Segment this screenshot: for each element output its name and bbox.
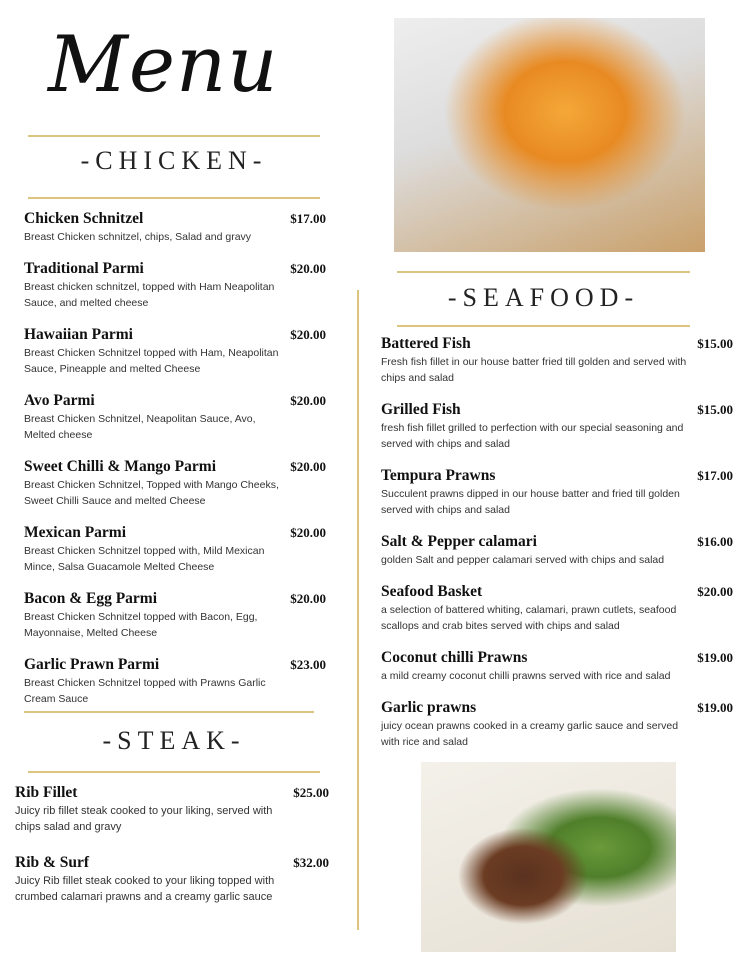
menu-title: Menu xyxy=(48,20,279,110)
item-description: juicy ocean prawns cooked in a creamy garlic sauce and served with rice and salad xyxy=(381,720,679,748)
section-heading-chicken: -CHICKEN- xyxy=(80,146,268,175)
item-description: Breast chicken schnitzel, topped with Ham Neapolitan Sauce, and melted cheese xyxy=(24,281,275,309)
item-price: $32.00 xyxy=(293,855,329,870)
menu-item xyxy=(15,853,329,905)
steak-list xyxy=(15,783,329,923)
divider xyxy=(24,711,314,713)
item-name: Battered Fish xyxy=(381,335,471,352)
chicken-list xyxy=(24,209,326,721)
item-price: $23.00 xyxy=(290,657,326,672)
item-description: Breast Chicken Schnitzel, Neapolitan Sauce, Avo, Melted cheese xyxy=(24,413,256,441)
seafood-list xyxy=(381,334,733,764)
item-name: Garlic prawns xyxy=(381,699,477,716)
item-price: $20.00 xyxy=(290,525,326,540)
item-description: Breast Chicken Schnitzel, Topped with Mango Cheeks, Sweet Chilli Sauce and melted Cheese xyxy=(24,479,279,507)
item-description: Breast Chicken schnitzel, chips, Salad and gravy xyxy=(24,231,252,243)
divider xyxy=(28,135,320,137)
item-name: Coconut chilli Prawns xyxy=(381,649,528,666)
menu-item xyxy=(24,457,326,509)
menu-item xyxy=(381,698,733,750)
column-divider xyxy=(357,290,359,930)
item-description: Juicy rib fillet steak cooked to your liking, served with chips salad and gravy xyxy=(15,805,273,833)
item-price: $25.00 xyxy=(293,785,329,800)
item-price: $20.00 xyxy=(290,261,326,276)
item-name: Sweet Chilli & Mango Parmi xyxy=(24,458,217,475)
item-name: Tempura Prawns xyxy=(381,467,496,484)
item-price: $19.00 xyxy=(697,650,733,665)
menu-item xyxy=(24,655,326,707)
menu-item xyxy=(24,325,326,377)
item-description: fresh fish fillet grilled to perfection with our special seasoning and served with chips and salad xyxy=(381,422,684,450)
divider xyxy=(397,325,690,327)
item-price: $20.00 xyxy=(290,591,326,606)
item-description: Succulent prawns dipped in our house batter and fried till golden served with chips and salad xyxy=(381,488,680,516)
item-name: Rib & Surf xyxy=(15,854,90,871)
item-name: Bacon & Egg Parmi xyxy=(24,590,158,607)
menu-item xyxy=(381,582,733,634)
menu-item xyxy=(381,648,733,684)
item-price: $17.00 xyxy=(290,211,326,226)
item-price: $16.00 xyxy=(697,534,733,549)
menu-item xyxy=(24,391,326,443)
menu-item xyxy=(381,334,733,386)
section-heading-seafood: -SEAFOOD- xyxy=(447,283,640,312)
item-description: Breast Chicken Schnitzel topped with Bacon, Egg, Mayonnaise, Melted Cheese xyxy=(24,611,258,639)
divider xyxy=(397,271,690,273)
item-name: Garlic Prawn Parmi xyxy=(24,656,160,673)
item-name: Chicken Schnitzel xyxy=(24,210,144,227)
menu-item xyxy=(24,209,326,245)
divider xyxy=(28,771,320,773)
divider xyxy=(28,197,320,199)
item-price: $20.00 xyxy=(290,393,326,408)
tempura-prawns-photo xyxy=(394,18,705,252)
item-price: $15.00 xyxy=(697,402,733,417)
item-price: $15.00 xyxy=(697,336,733,351)
item-description: Breast Chicken Schnitzel topped with Ham, Neapolitan Sauce, Pineapple and melted Cheese xyxy=(24,347,279,375)
item-name: Grilled Fish xyxy=(381,401,461,418)
item-description: Juicy Rib fillet steak cooked to your liking topped with crumbed calamari prawns and a creamy garlic sauce xyxy=(15,875,275,903)
item-name: Avo Parmi xyxy=(24,392,95,409)
item-description: Breast Chicken Schnitzel topped with Prawns Garlic Cream Sauce xyxy=(24,677,266,705)
menu-item xyxy=(24,589,326,641)
menu-item xyxy=(381,400,733,452)
menu-item xyxy=(24,259,326,311)
item-name: Mexican Parmi xyxy=(24,524,127,541)
menu-item xyxy=(24,523,326,575)
item-price: $20.00 xyxy=(290,327,326,342)
item-price: $20.00 xyxy=(290,459,326,474)
item-name: Salt & Pepper calamari xyxy=(381,533,537,550)
item-description: a selection of battered whiting, calamari, prawn cutlets, seafood scallops and crab bites served with chips and salad xyxy=(381,604,677,632)
item-price: $19.00 xyxy=(697,700,733,715)
steak-photo xyxy=(421,762,676,952)
section-heading-steak: -STEAK- xyxy=(102,726,246,755)
menu-item xyxy=(381,466,733,518)
item-description: golden Salt and pepper calamari served with chips and salad xyxy=(381,554,665,566)
item-price: $17.00 xyxy=(697,468,733,483)
item-description: Breast Chicken Schnitzel topped with, Mild Mexican Mince, Salsa Guacamole Melted Cheese xyxy=(24,545,265,573)
item-name: Rib Fillet xyxy=(15,784,78,801)
item-name: Traditional Parmi xyxy=(24,260,144,277)
item-description: a mild creamy coconut chilli prawns served with rice and salad xyxy=(381,670,671,682)
item-price: $20.00 xyxy=(697,584,733,599)
item-name: Hawaiian Parmi xyxy=(24,326,133,343)
item-description: Fresh fish fillet in our house batter fried till golden and served with chips and salad xyxy=(381,356,687,384)
menu-item xyxy=(381,532,733,568)
menu-item xyxy=(15,783,329,835)
item-name: Seafood Basket xyxy=(381,583,483,600)
